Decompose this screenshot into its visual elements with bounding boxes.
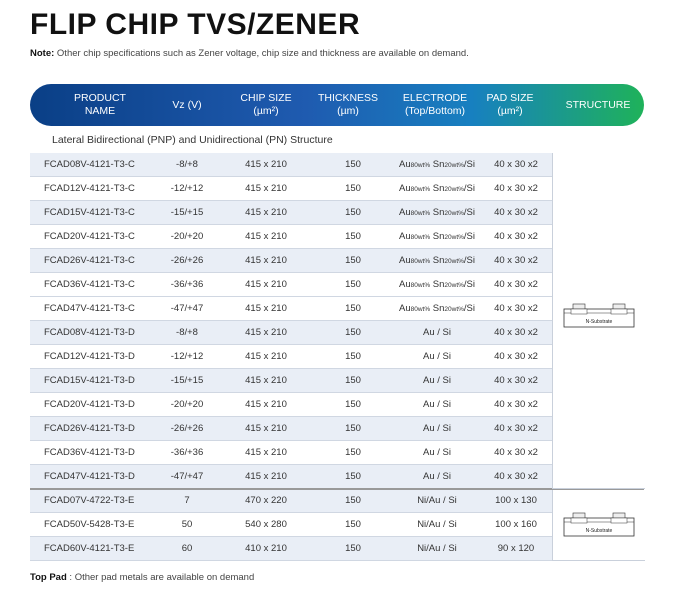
electrode-part-c: /Si	[463, 231, 475, 242]
header-pad-size-line2: (µm²)	[497, 105, 523, 117]
header-structure	[552, 84, 644, 126]
table-row	[30, 297, 552, 321]
cell-vz: 7	[184, 495, 190, 506]
table-row	[30, 417, 552, 441]
structure-diagram	[563, 510, 635, 538]
table-row	[30, 345, 552, 369]
electrode-part-b-sub: 20wt%	[444, 162, 464, 169]
cell-pad-size: 40 x 30 x2	[494, 231, 538, 242]
cell-product-name: FCAD26V-4121-T3-D	[44, 423, 135, 434]
cell-chip-size: 415 x 210	[245, 423, 287, 434]
cell-product-name: FCAD20V-4121-T3-C	[44, 231, 135, 242]
cell-product-name: FCAD07V-4722-T3-E	[44, 495, 135, 506]
cell-electrode	[394, 297, 480, 321]
electrode-part-c: /Si	[463, 279, 475, 290]
cell-chip-size: 415 x 210	[245, 159, 287, 170]
cell-thickness: 150	[345, 159, 361, 170]
cell-thickness: 150	[345, 495, 361, 506]
electrode-part-a-sub: 80wt%	[410, 306, 431, 313]
cell-chip-size: 415 x 210	[245, 231, 287, 242]
cell-vz: -12/+12	[170, 351, 204, 362]
table-row	[30, 177, 552, 201]
header-pad-size	[474, 84, 546, 126]
cell-electrode: Ni/Au / Si	[417, 495, 457, 506]
footer-note	[30, 572, 254, 583]
cell-electrode	[394, 177, 480, 201]
table-header	[30, 84, 644, 126]
cell-thickness: 150	[345, 231, 361, 242]
cell-thickness: 150	[345, 327, 361, 338]
header-thickness-line2: (µm)	[337, 105, 359, 117]
cell-electrode: Ni/Au / Si	[417, 519, 457, 530]
cell-vz: 50	[181, 519, 193, 530]
page-title: FLIP CHIP TVS/ZENER	[30, 8, 361, 41]
cell-pad-size: 40 x 30 x2	[494, 159, 538, 170]
cell-chip-size: 470 x 220	[245, 495, 287, 506]
header-electrode-line1: ELECTRODE	[402, 92, 468, 104]
cell-pad-size: 100 x 130	[495, 495, 537, 506]
cell-product-name: FCAD20V-4121-T3-D	[44, 399, 135, 410]
cell-thickness: 150	[345, 399, 361, 410]
cell-chip-size: 410 x 210	[245, 543, 287, 554]
cell-vz: -47/+47	[170, 471, 204, 482]
header-structure-label: STRUCTURE	[565, 98, 631, 111]
cell-electrode: Au / Si	[423, 351, 451, 362]
note-label: Note:	[30, 48, 55, 59]
electrode-part-b: Sn	[432, 279, 445, 290]
electrode-part-c: /Si	[463, 183, 475, 194]
cell-electrode	[394, 225, 480, 249]
header-vz	[154, 84, 220, 126]
table-row	[30, 249, 552, 273]
electrode-part-b: Sn	[432, 255, 445, 266]
cell-chip-size: 415 x 210	[245, 255, 287, 266]
cell-product-name: FCAD08V-4121-T3-C	[44, 159, 135, 170]
electrode-part-a: Au	[398, 159, 411, 170]
cell-product-name: FCAD36V-4121-T3-C	[44, 279, 135, 290]
header-thickness-line1: THICKNESS	[317, 92, 379, 104]
header-chip-size-line2: (µm²)	[253, 105, 279, 117]
header-chip-size	[220, 84, 312, 126]
header-electrode-line2: (Top/Bottom)	[404, 105, 466, 117]
cell-vz: -20/+20	[170, 399, 204, 410]
cell-product-name: FCAD15V-4121-T3-D	[44, 375, 135, 386]
electrode-part-b-sub: 20wt%	[444, 210, 464, 217]
electrode-part-a-sub: 80wt%	[410, 282, 431, 289]
cell-vz: -8/+8	[176, 159, 198, 170]
cell-vz: -8/+8	[176, 327, 198, 338]
electrode-part-c: /Si	[463, 207, 475, 218]
n-substrate-label: N-Substrate	[585, 528, 613, 534]
cell-pad-size: 40 x 30 x2	[494, 351, 538, 362]
cell-product-name: FCAD47V-4121-T3-C	[44, 303, 135, 314]
cell-electrode: Au / Si	[423, 423, 451, 434]
electrode-part-b: Sn	[432, 303, 445, 314]
electrode-part-b-sub: 20wt%	[444, 306, 464, 313]
cell-pad-size: 40 x 30 x2	[494, 207, 538, 218]
cell-thickness: 150	[345, 471, 361, 482]
cell-electrode	[394, 153, 480, 177]
table-row	[30, 225, 552, 249]
cell-product-name: FCAD50V-5428-T3-E	[44, 519, 135, 530]
electrode-part-a: Au	[398, 279, 411, 290]
cell-thickness: 150	[345, 447, 361, 458]
cell-chip-size: 415 x 210	[245, 327, 287, 338]
cell-thickness: 150	[345, 279, 361, 290]
cell-electrode	[394, 273, 480, 297]
electrode-part-b: Sn	[432, 183, 445, 194]
electrode-part-b: Sn	[432, 231, 445, 242]
cell-chip-size: 415 x 210	[245, 351, 287, 362]
cell-vz: -47/+47	[170, 303, 204, 314]
cell-electrode	[394, 201, 480, 225]
header-product-name	[50, 84, 150, 126]
header-pad-size-line1: PAD SIZE	[486, 92, 534, 104]
n-substrate-label: N-Substrate	[585, 319, 613, 325]
electrode-part-a: Au	[398, 207, 411, 218]
cell-chip-size: 415 x 210	[245, 399, 287, 410]
cell-vz: -36/+36	[170, 279, 204, 290]
cell-vz: -15/+15	[170, 207, 204, 218]
cell-electrode: Au / Si	[423, 471, 451, 482]
cell-pad-size: 40 x 30 x2	[494, 423, 538, 434]
cell-chip-size: 415 x 210	[245, 375, 287, 386]
table-row	[30, 489, 552, 513]
table-row	[30, 465, 552, 489]
cell-electrode: Au / Si	[423, 327, 451, 338]
table-row	[30, 537, 552, 561]
cell-pad-size: 40 x 30 x2	[494, 303, 538, 314]
structure-diagram	[563, 301, 635, 329]
electrode-part-a: Au	[398, 255, 411, 266]
cell-chip-size: 415 x 210	[245, 207, 287, 218]
structure-cell-group-2	[552, 490, 645, 561]
cell-product-name: FCAD12V-4121-T3-D	[44, 351, 135, 362]
cell-electrode: Au / Si	[423, 375, 451, 386]
electrode-part-c: /Si	[463, 255, 475, 266]
electrode-part-a-sub: 80wt%	[410, 162, 431, 169]
footer-text: : Other pad metals are available on demand	[66, 572, 255, 583]
table-row	[30, 393, 552, 417]
electrode-part-b-sub: 20wt%	[444, 186, 464, 193]
table-row	[30, 513, 552, 537]
cell-electrode: Au / Si	[423, 399, 451, 410]
header-product-line1: PRODUCT	[74, 92, 126, 104]
electrode-part-a: Au	[398, 303, 411, 314]
cell-thickness: 150	[345, 303, 361, 314]
cell-product-name: FCAD15V-4121-T3-C	[44, 207, 135, 218]
cell-product-name: FCAD08V-4121-T3-D	[44, 327, 135, 338]
electrode-part-b: Sn	[432, 159, 445, 170]
cell-product-name: FCAD36V-4121-T3-D	[44, 447, 135, 458]
chip-structure-icon	[563, 301, 635, 329]
cell-pad-size: 40 x 30 x2	[494, 183, 538, 194]
cell-vz: -36/+36	[170, 447, 204, 458]
cell-pad-size: 40 x 30 x2	[494, 375, 538, 386]
cell-vz: 60	[181, 543, 193, 554]
cell-pad-size: 40 x 30 x2	[494, 399, 538, 410]
cell-thickness: 150	[345, 375, 361, 386]
chip-structure-icon	[563, 510, 635, 538]
cell-chip-size: 415 x 210	[245, 183, 287, 194]
section-label: Lateral Bidirectional (PNP) and Unidirectional (PN) Structure	[52, 134, 333, 146]
table-row	[30, 273, 552, 297]
table-row	[30, 369, 552, 393]
cell-chip-size: 415 x 210	[245, 471, 287, 482]
electrode-part-a-sub: 80wt%	[410, 186, 431, 193]
cell-thickness: 150	[345, 519, 361, 530]
cell-product-name: FCAD47V-4121-T3-D	[44, 471, 135, 482]
cell-product-name: FCAD12V-4121-T3-C	[44, 183, 135, 194]
table-row	[30, 201, 552, 225]
cell-thickness: 150	[345, 351, 361, 362]
header-vz-label: Vz (V)	[172, 98, 202, 111]
row-divider	[30, 560, 552, 561]
electrode-part-a-sub: 80wt%	[410, 234, 431, 241]
cell-thickness: 150	[345, 255, 361, 266]
cell-product-name: FCAD26V-4121-T3-C	[44, 255, 135, 266]
header-chip-size-line1: CHIP SIZE	[240, 92, 292, 104]
table-row	[30, 441, 552, 465]
electrode-part-c: /Si	[463, 303, 475, 314]
cell-product-name: FCAD60V-4121-T3-E	[44, 543, 135, 554]
cell-pad-size: 40 x 30 x2	[494, 471, 538, 482]
electrode-part-c: /Si	[463, 159, 475, 170]
cell-vz: -20/+20	[170, 231, 204, 242]
cell-electrode: Au / Si	[423, 447, 451, 458]
cell-pad-size: 40 x 30 x2	[494, 255, 538, 266]
cell-chip-size: 415 x 210	[245, 447, 287, 458]
electrode-part-a: Au	[398, 183, 411, 194]
electrode-part-b-sub: 20wt%	[444, 258, 464, 265]
electrode-part-b-sub: 20wt%	[444, 234, 464, 241]
cell-chip-size: 415 x 210	[245, 279, 287, 290]
cell-thickness: 150	[345, 543, 361, 554]
electrode-part-b-sub: 20wt%	[444, 282, 464, 289]
electrode-part-a: Au	[398, 231, 411, 242]
electrode-part-b: Sn	[432, 207, 445, 218]
table-row	[30, 153, 552, 177]
header-product-line2: NAME	[84, 105, 116, 117]
table-row	[30, 321, 552, 345]
cell-thickness: 150	[345, 207, 361, 218]
cell-vz: -15/+15	[170, 375, 204, 386]
electrode-part-a-sub: 80wt%	[410, 258, 431, 265]
electrode-part-a-sub: 80wt%	[410, 210, 431, 217]
cell-pad-size: 100 x 160	[495, 519, 537, 530]
cell-pad-size: 40 x 30 x2	[494, 447, 538, 458]
cell-electrode: Ni/Au / Si	[417, 543, 457, 554]
cell-vz: -26/+26	[170, 423, 204, 434]
cell-pad-size: 40 x 30 x2	[494, 327, 538, 338]
cell-thickness: 150	[345, 183, 361, 194]
footer-label: Top Pad	[30, 572, 67, 583]
cell-pad-size: 90 x 120	[497, 543, 535, 554]
note-text: Other chip specifications such as Zener voltage, chip size and thickness are available on demand.	[54, 48, 469, 59]
structure-cell-group-1	[552, 153, 645, 489]
cell-electrode	[394, 249, 480, 273]
cell-chip-size: 415 x 210	[245, 303, 287, 314]
spec-note	[30, 48, 469, 59]
cell-thickness: 150	[345, 423, 361, 434]
cell-pad-size: 40 x 30 x2	[494, 279, 538, 290]
cell-vz: -26/+26	[170, 255, 204, 266]
cell-vz: -12/+12	[170, 183, 204, 194]
cell-chip-size: 540 x 280	[245, 519, 287, 530]
